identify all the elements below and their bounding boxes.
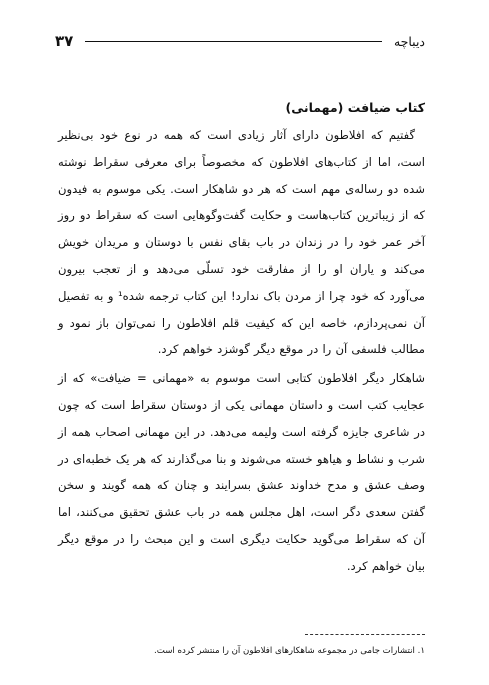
running-header-title: دیباچه [393,33,425,49]
paragraph-symposium: شاهکار دیگر افلاطون کتابی است موسوم به «مهمانی = ضیافت» که از عجایب کتب است و داستان مهمانی یکی از دوستان سقراط است که چون در شاعری جایزه گرفته است ولیمه می‌دهد. در این مهمانی اصحاب همه از شرب و نشاط و هیاهو خسته می‌شوند و بنا می‌گذارند که هر یک خطبه‌ای در وصف عشق و مدح خداوند عشق بسرایند و چنان که همه گویند و سخن گفتن سعدی دگر است، اهل مجلس همه در باب عشق تحقیق می‌کنند، اما آن که سقراط می‌گوید حکایت دیگری است و این مبحث را در موقع دیگر بیان خواهم کرد. [58,371,425,573]
footnote: ۱. انتشارات جامی در مجموعه شاهکارهای افلاطون آن را منتشر کرده است. [154,646,425,656]
header-rule [85,41,382,42]
page-body [58,98,425,580]
page-number: ۳۷ [55,32,74,50]
paragraph-phaedo: گفتیم که افلاطون دارای آثار زیادی است که همه در نوع خود بی‌نظیر است، اما از کتاب‌های افلاطون که مخصوصاً برای معرفی سقراط نوشته شده دو رساله‌ی مهم است که هر دو شاهکار است. یکی موسوم به فیدون که از زیباترین کتاب‌هاست و حکایت گفت‌وگوهایی است که سقراط دو روز آخر عمر خود را در زندان در باب بقای نفس با دوستان و مریدان خویش می‌کند و یاران او را از مفارقت خود تسلّی می‌دهد و از تعجب بیرون می‌آورد که خود چرا از مردن باک ندارد! این کتاب ترجمه شده¹ و به تفصیل آن نمی‌پردازم، خاصه این که کیفیت قلم افلاطون را نمی‌توان باز نمود و مطالب فلسفی آن را در موقع دیگر گوشزد خواهم کرد. [58,128,425,357]
page-header [55,30,425,52]
section-heading: کتاب ضیافت (مهمانی) [285,100,425,115]
footnote-separator [305,634,425,635]
